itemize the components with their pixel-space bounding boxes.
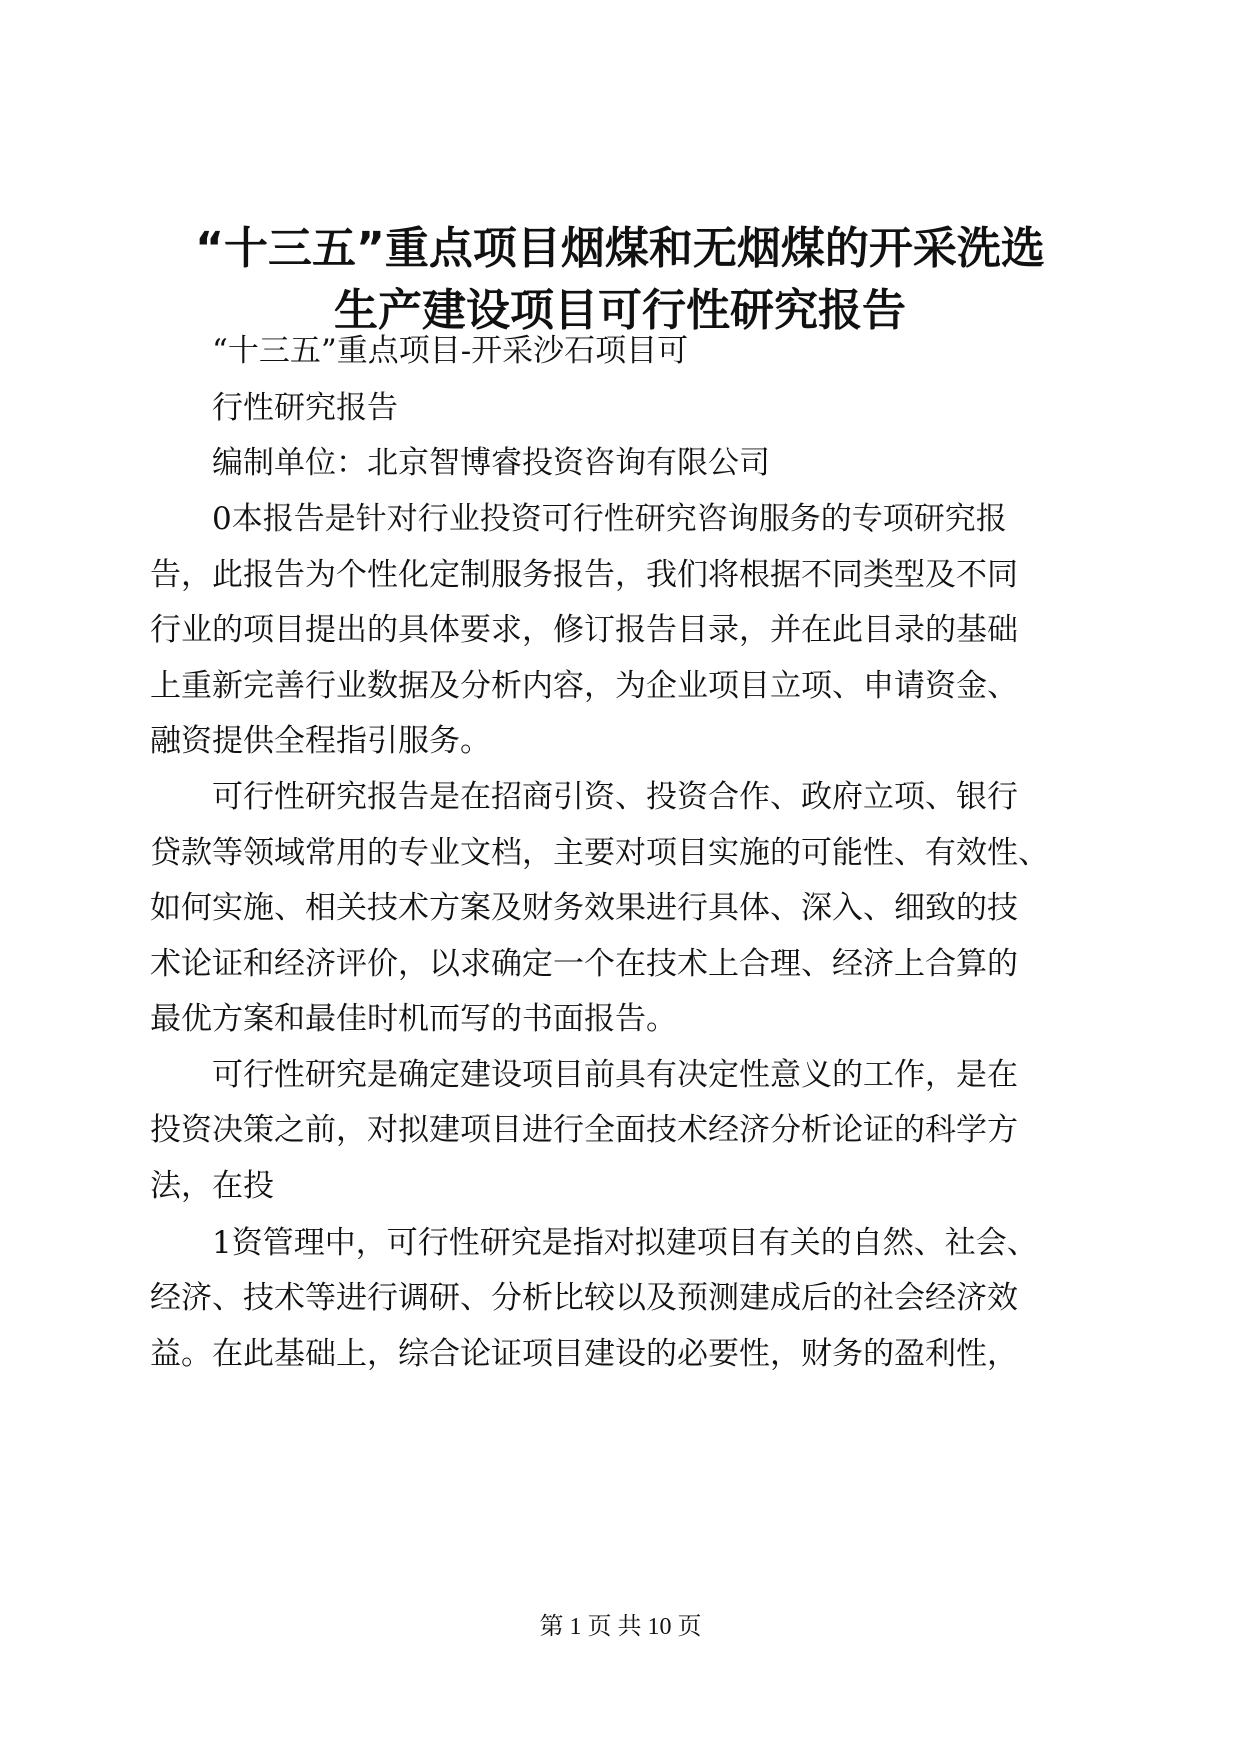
para4-line: 经济、技术等进行调研、分析比较以及预测建成后的社会经济效 <box>150 1280 1018 1316</box>
document-title <box>120 218 1120 342</box>
para2-line: 如何实施、相关技术方案及财务效果进行具体、深入、细致的技 <box>150 890 1018 926</box>
para1-line: 0本报告是针对行业投资可行性研究咨询服务的专项研究报 <box>212 501 1007 537</box>
page-number: 第 1 页 共 10 页 <box>539 1614 702 1640</box>
title-line-1: “十三五”重点项目烟煤和无烟煤的开采洗选 <box>195 223 1045 274</box>
para2-line: 贷款等领域常用的专业文档，主要对项目实施的可能性、有效性、 <box>150 835 1049 871</box>
subtitle-line-2: 行性研究报告 <box>212 390 398 426</box>
para3-line: 投资决策之前，对拟建项目进行全面技术经济分析论证的科学方 <box>150 1112 1018 1148</box>
para3-line: 可行性研究是确定建设项目前具有决定性意义的工作，是在 <box>212 1057 1018 1093</box>
para4-line: 益。在此基础上，综合论证项目建设的必要性，财务的盈利性， <box>150 1336 1018 1372</box>
para1-line: 上重新完善行业数据及分析内容，为企业项目立项、申请资金、 <box>150 668 1018 704</box>
title-line-2: 生产建设项目可行性研究报告 <box>334 285 906 336</box>
para1-line: 融资提供全程指引服务。 <box>150 723 491 759</box>
subtitle-line-1: “十三五”重点项目-开采沙石项目可 <box>212 333 689 369</box>
compiler-line: 编制单位：北京智博睿投资咨询有限公司 <box>212 445 770 481</box>
para1-line: 行业的项目提出的具体要求，修订报告目录，并在此目录的基础 <box>150 612 1018 648</box>
para2-line: 最优方案和最佳时机而写的书面报告。 <box>150 1001 677 1037</box>
para3-line: 法，在投 <box>150 1168 274 1204</box>
para1-line: 告，此报告为个性化定制服务报告，我们将根据不同类型及不同 <box>150 557 1018 593</box>
para4-line: 1资管理中，可行性研究是指对拟建项目有关的自然、社会、 <box>212 1225 1038 1261</box>
para2-line: 可行性研究报告是在招商引资、投资合作、政府立项、银行 <box>212 779 1018 815</box>
para2-line: 术论证和经济评价，以求确定一个在技术上合理、经济上合算的 <box>150 946 1018 982</box>
